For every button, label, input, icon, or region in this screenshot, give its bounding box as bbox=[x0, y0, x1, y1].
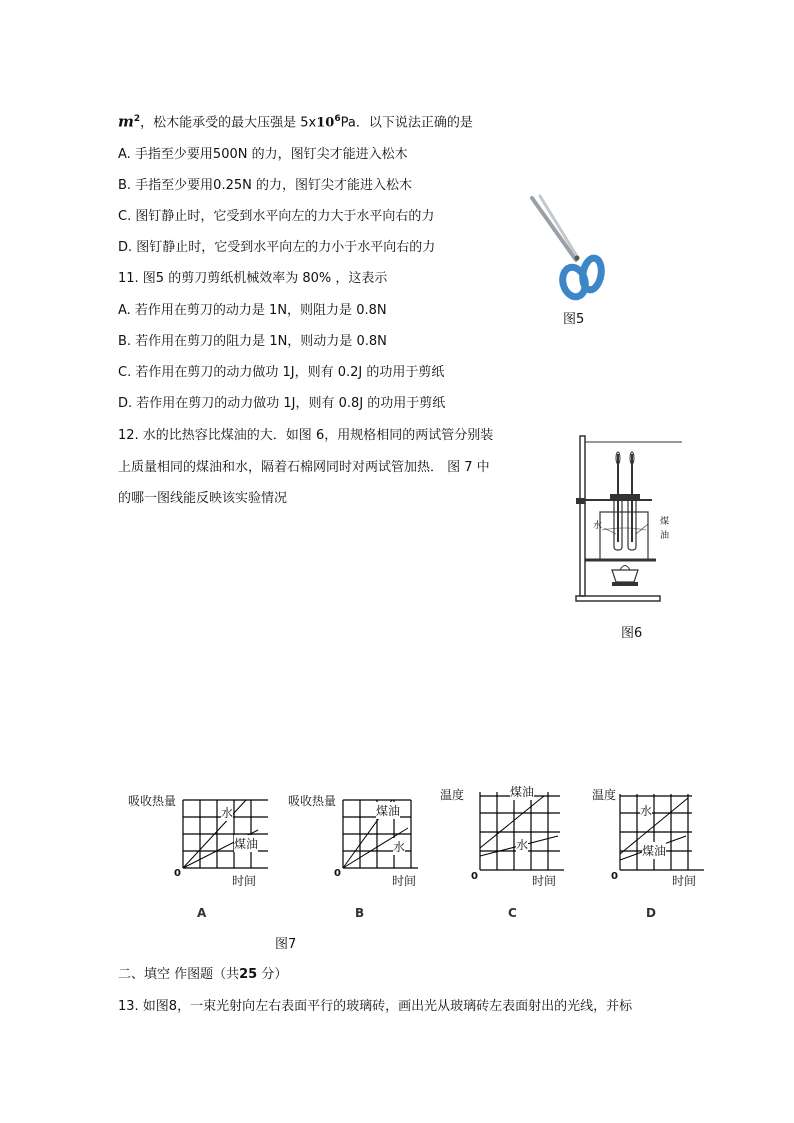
q11-stem: 11. 图5 的剪刀剪纸机械效率为 80% ，这表示 bbox=[118, 271, 388, 286]
graph-d-y-label: 温度 bbox=[592, 788, 617, 802]
section2-heading-post: 分） bbox=[257, 967, 288, 982]
q10-stem bbox=[118, 110, 473, 132]
figure7-caption: 图7 bbox=[275, 937, 297, 952]
figure6-label-water: 水 bbox=[593, 521, 603, 531]
section2-heading-pre: 二、填空 作图题（共 bbox=[118, 967, 240, 982]
q12-stem-line-2: 上质量相同的煤油和水，隔着石棉网同时对两试管加热． 图 7 中 bbox=[118, 460, 490, 475]
graph-a-lower-label: 煤油 bbox=[234, 837, 259, 851]
graph-a-x-label: 时间 bbox=[232, 874, 257, 888]
graph-d-upper-label: 水 bbox=[640, 804, 653, 818]
q11-option-b: B. 若作用在剪刀的阻力是 1N，则动力是 0.8N bbox=[118, 334, 387, 349]
graph-d-letter: D bbox=[646, 906, 656, 920]
q10-option-d: D. 图钉静止时，它受到水平向左的力小于水平向右的力 bbox=[118, 240, 436, 255]
graph-c-y-label: 温度 bbox=[440, 788, 465, 802]
graph-c-lower-label: 水 bbox=[516, 838, 529, 852]
q11-option-a: A. 若作用在剪刀的动力是 1N，则阻力是 0.8N bbox=[118, 303, 387, 318]
graph-a bbox=[128, 778, 278, 890]
q10-option-c: C. 图钉静止时，它受到水平向左的力大于水平向右的力 bbox=[118, 209, 435, 224]
q10-unit-symbol: m bbox=[118, 112, 134, 131]
graph-b-lower-label: 水 bbox=[393, 840, 406, 854]
figure5-caption: 图5 bbox=[563, 312, 585, 327]
q10-option-b: B. 手指至少要用0.25N 的力，图钉尖才能进入松木 bbox=[118, 178, 412, 193]
figure6-label-kerosene-2: 油 bbox=[660, 531, 670, 541]
q11-option-d: D. 若作用在剪刀的动力做功 1J，则有 0.8J 的功用于剪纸 bbox=[118, 396, 446, 411]
graph-c-origin: 0 bbox=[471, 871, 478, 882]
graph-d-lower-label: 煤油 bbox=[642, 844, 667, 858]
q10-pressure-exp: 6 bbox=[334, 114, 341, 124]
graph-c bbox=[440, 778, 590, 890]
section2-heading bbox=[118, 966, 287, 984]
scissors-icon bbox=[526, 194, 608, 302]
q10-stem-text: ，松木能承受的最大压强是 5x bbox=[140, 115, 317, 131]
graph-d-origin: 0 bbox=[611, 871, 618, 882]
graph-b-y-label: 吸收热量 bbox=[288, 794, 337, 808]
graph-b-upper-label: 煤油 bbox=[376, 804, 401, 818]
graph-b bbox=[288, 778, 438, 890]
graph-a-upper-label: 水 bbox=[221, 806, 234, 820]
q10-stem-tail: Pa．以下说法正确的是 bbox=[340, 115, 473, 131]
q10-option-a: A. 手指至少要用500N 的力，图钉尖才能进入松木 bbox=[118, 147, 408, 162]
q10-unit-exp: 2 bbox=[133, 114, 141, 124]
graph-c-upper-label: 煤油 bbox=[510, 785, 535, 799]
graph-d-x-label: 时间 bbox=[672, 874, 697, 888]
figure5-scissors bbox=[526, 194, 608, 302]
graph-c-x-label: 时间 bbox=[532, 874, 557, 888]
q11-option-c: C. 若作用在剪刀的动力做功 1J，则有 0.2J 的功用于剪纸 bbox=[118, 365, 445, 380]
graph-b-x-label: 时间 bbox=[392, 874, 417, 888]
figure6-apparatus bbox=[572, 430, 684, 606]
graph-b-letter: B bbox=[355, 906, 365, 920]
graph-c-letter: C bbox=[508, 906, 517, 920]
figure6-caption: 图6 bbox=[621, 626, 643, 641]
q12-stem-line-1: 12. 水的比热容比煤油的大．如图 6，用规格相同的两试管分别装 bbox=[118, 428, 494, 443]
graph-d bbox=[592, 778, 742, 890]
q13-stem: 13. 如图8，一束光射向左右表面平行的玻璃砖，画出光从玻璃砖左表面射出的光线，并标 bbox=[118, 999, 633, 1014]
graph-a-letter: A bbox=[197, 906, 207, 920]
graph-b-origin: 0 bbox=[334, 868, 341, 879]
q10-pressure-base: 10 bbox=[316, 115, 335, 131]
figure6-label-kerosene-1: 煤 bbox=[660, 517, 670, 527]
section2-heading-score: 25 bbox=[239, 967, 258, 982]
q12-stem-line-3: 的哪一图线能反映该实验情况 bbox=[118, 491, 288, 506]
graph-a-y-label: 吸收热量 bbox=[128, 794, 177, 808]
graph-a-origin: 0 bbox=[174, 868, 181, 879]
